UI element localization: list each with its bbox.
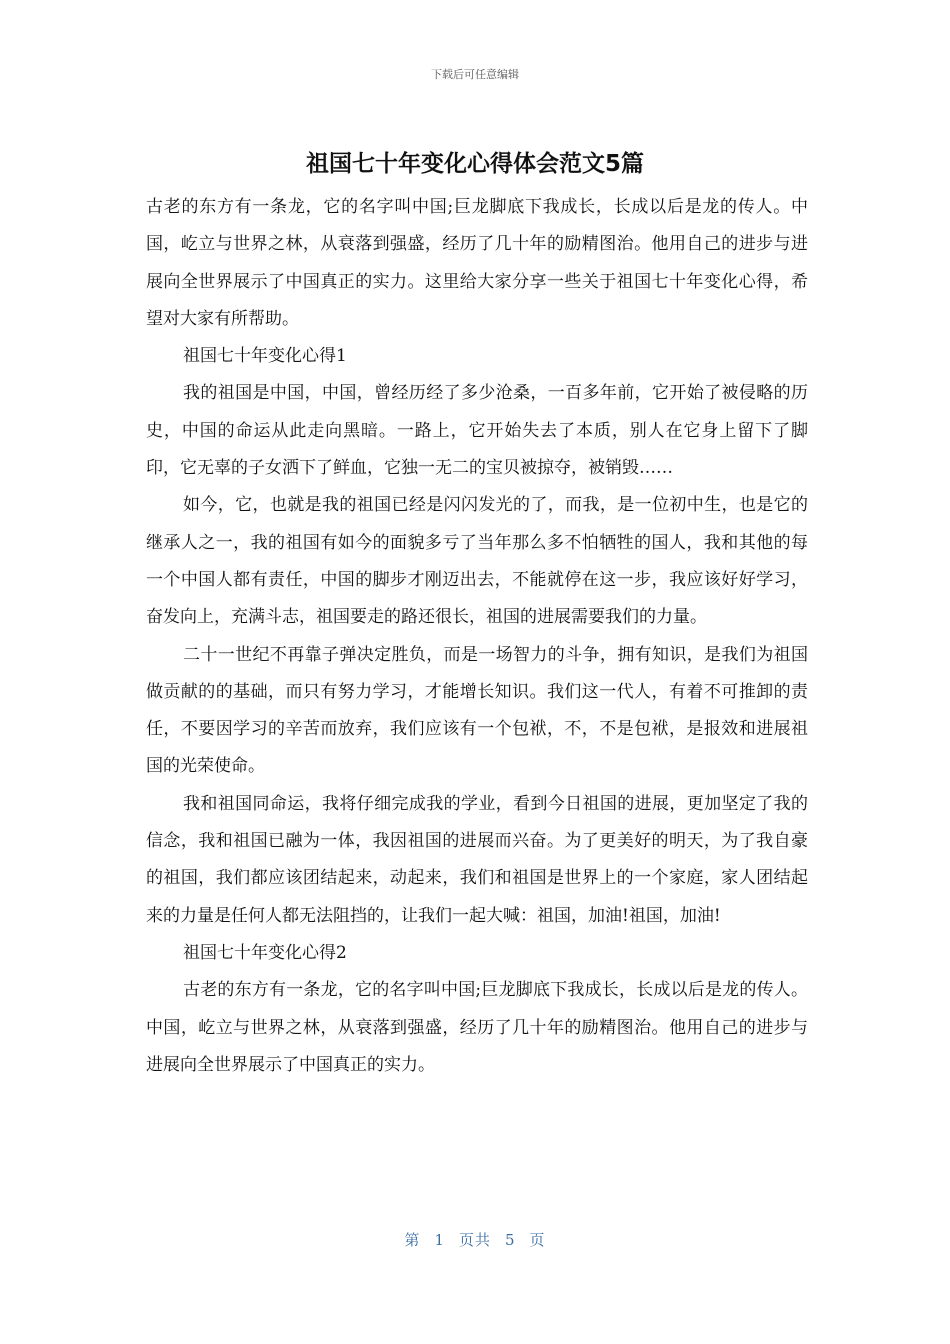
body-paragraph: 古老的东方有一条龙，它的名字叫中国;巨龙脚底下我成长，长成以后是龙的传人。中国，屹立与世界之林，从衰落到强盛，经历了几十年的励精图治。他用自己的进步与进展向全世界展示了中国真正的实力。 — [146, 980, 808, 1075]
page-label-prefix: 第 — [404, 1231, 421, 1249]
section-heading-1: 祖国七十年变化心得1 — [183, 346, 347, 367]
intro-paragraph: 古老的东方有一条龙，它的名字叫中国;巨龙脚底下我成长，长成以后是龙的传人。中国，屹立与世界之林，从衰落到强盛，经历了几十年的励精图治。他用自己的进步与进展向全世界展示了中国真正的实力。这里给大家分享一些关于祖国七十年变化心得，希望对大家有所帮助。 — [146, 197, 808, 329]
page-footer — [0, 1229, 950, 1250]
document-body — [146, 189, 808, 1084]
body-paragraph: 如今，它，也就是我的祖国已经是闪闪发光的了，而我，是一位初中生，也是它的继承人之一，我的祖国有如今的面貌多亏了当年那么多不怕牺牲的国人，我和其他的每一个中国人都有责任，中国的脚步才刚迈出去，不能就停在这一步，我应该好好学习，奋发向上，充满斗志，祖国要走的路还很长，祖国的进展需要我们的力量。 — [146, 495, 808, 628]
total-pages-number: 5 — [505, 1231, 516, 1249]
page-label-middle: 页共 — [458, 1231, 491, 1249]
header-note: 下载后可任意编辑 — [431, 68, 519, 81]
current-page-number: 1 — [434, 1231, 445, 1249]
body-paragraph: 二十一世纪不再靠子弹决定胜负，而是一场智力的斗争，拥有知识，是我们为祖国做贡献的的基础，而只有努力学习，才能增长知识。我们这一代人，有着不可推卸的责任，不要因学习的辛苦而放弃，我们应该有一个包袱，不，不是包袱，是报效和进展祖国的光荣使命。 — [146, 644, 808, 777]
body-paragraph: 我的祖国是中国，中国，曾经历经了多少沧桑，一百多年前，它开始了被侵略的历史，中国的命运从此走向黑暗。一路上，它开始失去了本质，别人在它身上留下了脚印，它无辜的子女洒下了鲜血，它独一无二的宝贝被掠夺，被销毁…… — [146, 383, 808, 479]
body-paragraph: 我和祖国同命运，我将仔细完成我的学业，看到今日祖国的进展，更加坚定了我的信念，我和祖国已融为一体，我因祖国的进展而兴奋。为了更美好的明天，为了我自豪的祖国，我们都应该团结起来，动起来，我们和祖国是世界上的一个家庭，家人团结起来的力量是任何人都无法阻挡的，让我们一起大喊：祖国，加油!祖国，加油! — [146, 793, 808, 926]
page-label-suffix: 页 — [529, 1231, 546, 1249]
section-heading-2: 祖国七十年变化心得2 — [183, 942, 347, 963]
document-title: 祖国七十年变化心得体会范文5篇 — [305, 151, 644, 177]
